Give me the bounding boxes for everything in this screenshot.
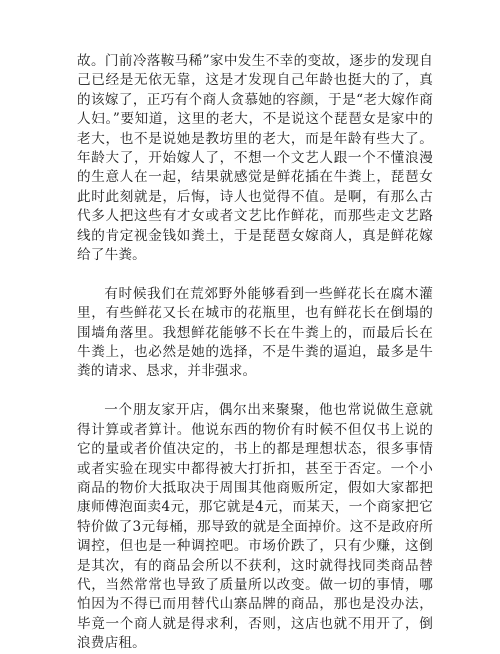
paragraph-1: 故。门前冷落鞍马稀”家中发生不幸的变故，逐步的发现自己已经是无依无靠，这是才发现自己年龄也挺大的了，真的该嫁了，正巧有个商人贪慕她的容颜，于是“老大嫁作商人妇。”要知道，这里的老大，不是说这个琵琶女是家中的老大，也不是说她是教坊里的老大，而是年龄有些大了。年龄大了，开始嫁人了，不想一个文艺人跟一个不懂浪漫的生意人在一起，结果就感觉是鲜花插在牛粪上，琵琶女此时此刻就是，后悔，诗人也觉得不值。是啊，有那么古代多人把这些有才女或者文艺比作鲜花，而那些走文艺路线的肯定视金钱如粪土，于是琵琶女嫁商人，真是鲜花嫁给了牛粪。	[77, 53, 433, 264]
paragraph-2: 有时候我们在荒郊野外能够看到一些鲜花长在腐木灌里，有些鲜花又长在城市的花瓶里，也有鲜花长在倒塌的围墙角落里。我想鲜花能够不长在牛粪上的，而最后长在牛粪上，也必然是她的选择，不是牛粪的逼迫，最多是牛粪的请求、恳求，并非强求。	[77, 285, 433, 380]
document-body	[77, 52, 433, 654]
paragraph-3: 一个朋友家开店，偶尔出来聚聚，他也常说做生意就得计算或者算计。他说东西的物价有时候不但仅书上说的它的量或者价值决定的，书上的都是理想状态，很多事情或者实验在现实中都得被大打折扣，甚至于否定。一个小商品的物价大抵取决于周围其他商贩所定，假如大家都把康师傅泡面卖4元，那它就是4元，而某天，一个商家把它特价做了3元每桶，那导致的就是全面掉价。这不是政府所调控，但也是一种调控吧。市场价跌了，只有少赚，这倒是其次，有的商品会所以不获利，这时就得找同类商品替代，当然常常也导致了质量所以改变。做一切的事情，哪怕因为不得已而用替代山寨品牌的商品，那也是没办法，毕竟一个商人就是得求利，否则，这店也就不用开了，倒浪费店租。	[77, 402, 433, 652]
